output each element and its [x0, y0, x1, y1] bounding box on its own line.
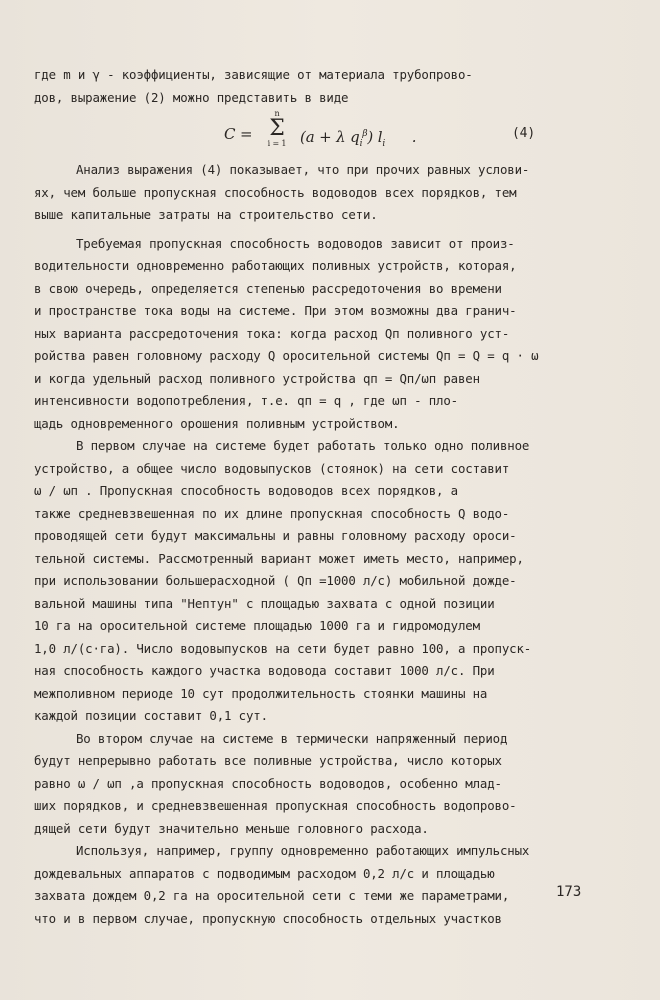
sum-lower-limit: i = 1 [267, 139, 287, 148]
sigma-symbol: Σ [269, 116, 285, 141]
text-line: 10 га на оросительной системе площадью 1000 га и гидромодулем [34, 618, 480, 633]
text-line: Используя, например, группу одновременно работающих импульсных [76, 843, 530, 858]
formula-number: (4) [512, 126, 536, 141]
text-line: ω / ωп . Пропускная способность водоводов всех порядков, а [34, 483, 458, 498]
body-text [34, 64, 594, 930]
text-line: ях, чем больше пропускная способность водоводов всех порядков, тем [34, 184, 517, 200]
text-line: дов, выражение (2) можно представить в виде [34, 89, 349, 105]
formula-body-main: (a + λ q [300, 128, 360, 146]
text-line: каждой позиции составит 0,1 сут. [34, 708, 268, 723]
text-line: интенсивности водопотребления, т.е. qп = q , где ωп - пло- [34, 393, 458, 408]
text-line: Анализ выражения (4) показывает, что при прочих равных услови- [76, 162, 530, 177]
text-line: межполивном периоде 10 сут продолжительность стоянки машины на [34, 685, 488, 701]
text-line: тельной системы. Рассмотренный вариант может иметь место, например, [34, 550, 524, 566]
formula-body [300, 123, 416, 156]
text-line: что и в первом случае, пропускную способность отдельных участков [34, 910, 502, 926]
text-line: ших порядков, и средневзвешенная пропускная способность водопрово- [34, 798, 517, 813]
text-line: водительности одновременно работающих поливных устройств, которая, [34, 258, 517, 273]
formula-body-tail: ) l [367, 128, 383, 146]
text-line: выше капитальные затраты на строительство сети. [34, 207, 378, 222]
formula-tail-subscript: i [382, 139, 386, 149]
formula-expression [224, 123, 252, 146]
text-line: щадь одновременного орошения поливным устройством. [34, 415, 400, 431]
text-line: дождевальных аппаратов с подводимым расходом 0,2 л/с и площадью [34, 865, 495, 881]
text-line: будут непрерывно работать все поливные устройства, число которых [34, 753, 502, 768]
text-line: и когда удельный расход поливного устройства qп = Qп/ωп равен [34, 370, 480, 386]
text-line: где m и γ - коэффициенты, зависящие от материала трубопрово- [34, 67, 473, 82]
text-line: дящей сети будут значительно меньше головного расхода. [34, 820, 429, 836]
text-line: захвата дождем 0,2 га на оросительной сети с теми же параметрами, [34, 888, 510, 903]
text-line: Во втором случае на системе в термически напряженный период [76, 730, 508, 746]
text-line: ных варианта рассредоточения тока: когда расход Qп поливного уст- [34, 325, 510, 341]
text-line: также средневзвешенная по их длине пропускная способность Q водо- [34, 505, 510, 521]
text-line: Требуемая пропускная способность водоводов зависит от произ- [76, 235, 515, 251]
sum-operator [264, 109, 290, 149]
formula-lhs: C = [224, 125, 253, 143]
text-line: в свою очередь, определяется степенью рассредоточения во времени [34, 280, 502, 296]
page-number: 173 [556, 884, 582, 900]
text-line: проводящей сети будут максимальны и равны головному расходу ороси- [34, 528, 517, 543]
text-line: при использовании большерасходной ( Qп =1000 л/с) мобильной дожде- [34, 573, 517, 588]
text-line: равно ω / ωп ,а пропускная способность водоводов, особенно млад- [34, 775, 502, 791]
text-line: и пространстве тока воды на системе. При этом возможны два гранич- [34, 303, 517, 318]
text-line: 1,0 л/(с·га). Число водовыпусков на сети будет равно 100, а пропуск- [34, 640, 532, 656]
text-line: ная способность каждого участка водовода составит 1000 л/с. При [34, 663, 495, 678]
text-line: вальной машины типа "Нептун" с площадью захвата с одной позиции [34, 595, 495, 611]
text-line: В первом случае на системе будет работать только одно поливное [76, 438, 530, 453]
text-line: ройства равен головному расходу Q оросительной системы Qп = Q = q · ω [34, 348, 539, 363]
formula-dot: . [411, 128, 417, 146]
sum-upper-limit: n [274, 109, 280, 118]
formula-body-subscript: i [359, 139, 363, 149]
formula-body-superscript: β [362, 129, 368, 139]
text-line: устройство, а общее число водовыпусков (стоянок) на сети составит [34, 460, 510, 476]
formula-4 [34, 109, 594, 159]
